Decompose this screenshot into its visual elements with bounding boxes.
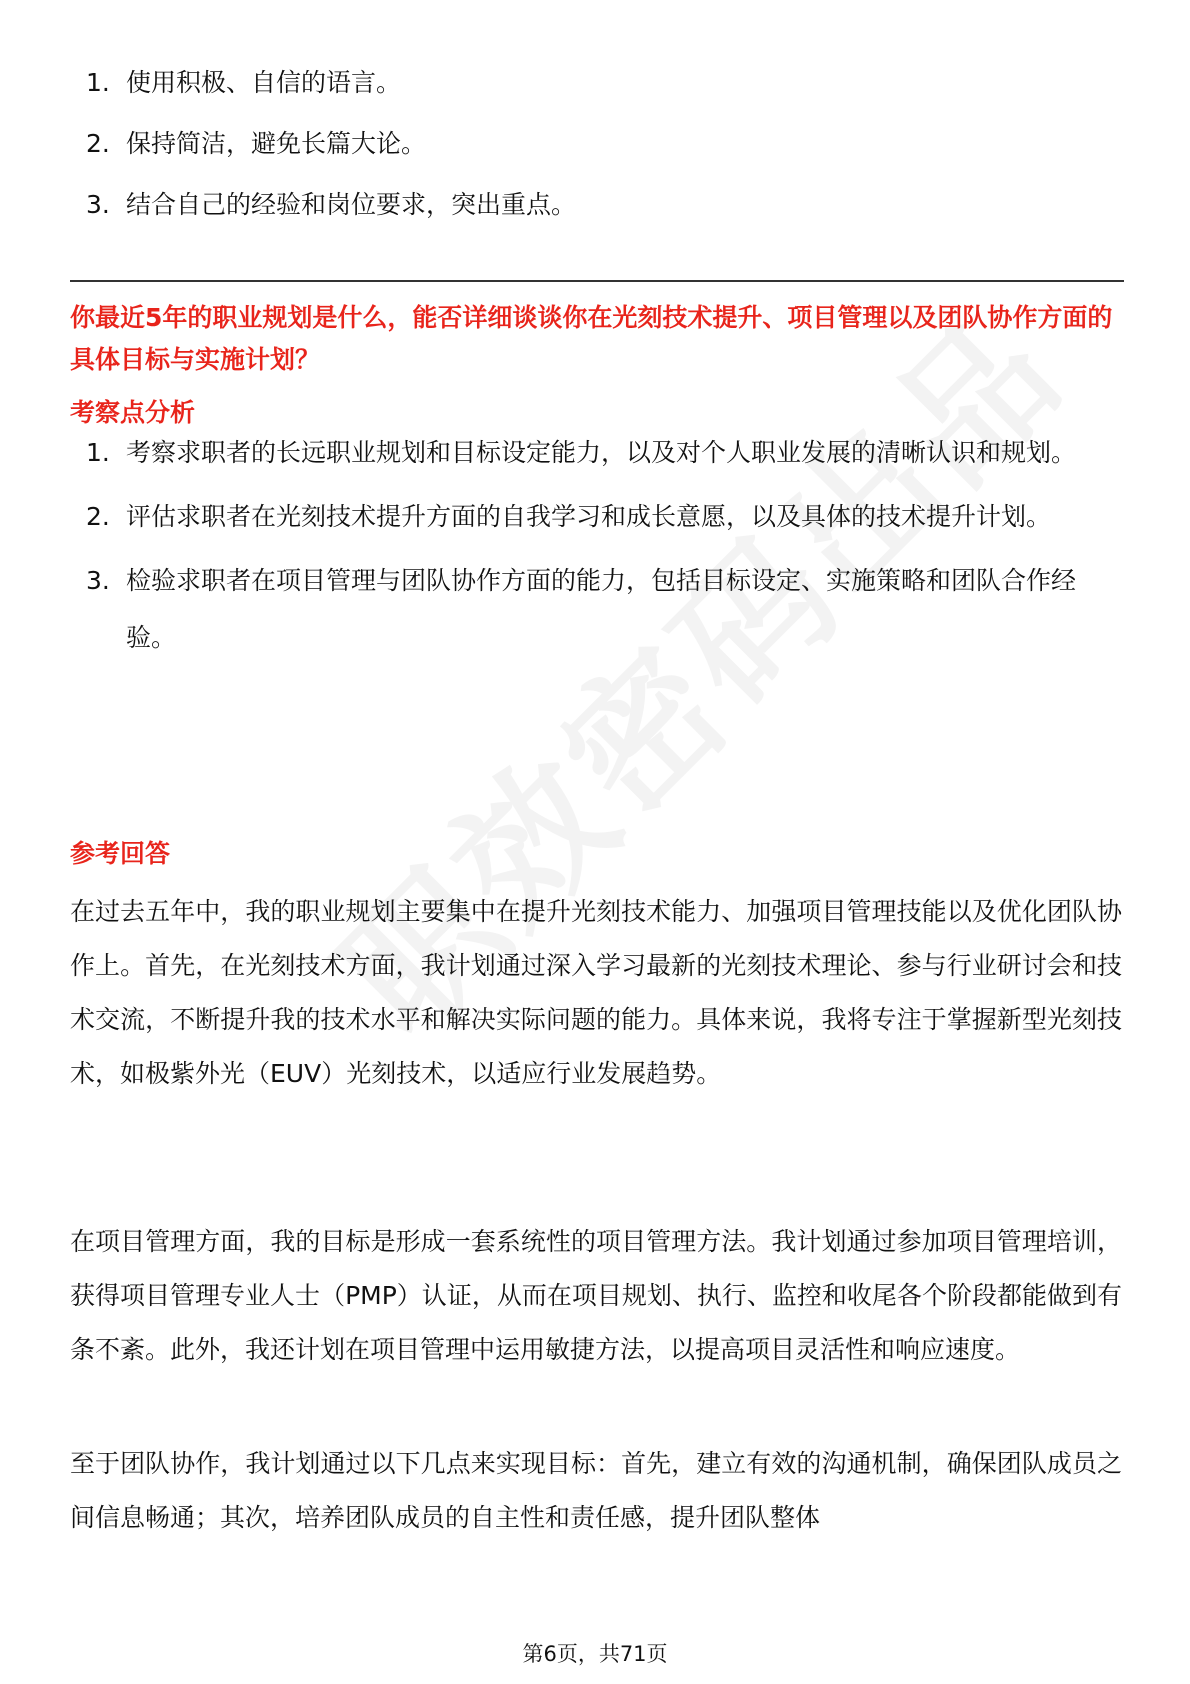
- list-text: 保持简洁，避免长篇大论。: [126, 129, 427, 158]
- list-number: 3.: [86, 190, 110, 219]
- list-number: 2.: [86, 502, 110, 531]
- list-number: 3.: [86, 566, 110, 595]
- list-text: 检验求职者在项目管理与团队协作方面的能力，包括目标设定、实施策略和团队合作经验。: [126, 566, 1077, 652]
- list-number: 2.: [86, 129, 110, 158]
- list-item: [70, 115, 1120, 172]
- list-text: 评估求职者在光刻技术提升方面的自我学习和成长意愿，以及具体的技术提升计划。: [126, 502, 1052, 531]
- page-footer: 第6页，共71页: [522, 1642, 668, 1666]
- tips-list: [70, 54, 1120, 237]
- list-item: [70, 552, 1120, 666]
- list-text: 使用积极、自信的语言。: [126, 68, 402, 97]
- list-text: 考察求职者的长远职业规划和目标设定能力，以及对个人职业发展的清晰认识和规划。: [126, 438, 1077, 467]
- list-item: [70, 424, 1120, 481]
- answer-paragraph: 在过去五年中，我的职业规划主要集中在提升光刻技术能力、加强项目管理技能以及优化团队协作上。首先，在光刻技术方面，我计划通过深入学习最新的光刻技术理论、参与行业研讨会和技术交流，不断提升我的技术水平和解决实际问题的能力。具体来说，我将专注于掌握新型光刻技术，如极紫外光（EUV）光刻技术，以适应行业发展趋势。: [70, 897, 1122, 1088]
- list-item: [70, 176, 1120, 233]
- list-number: 1.: [86, 68, 110, 97]
- list-number: 1.: [86, 438, 110, 467]
- interview-question: 你最近5年的职业规划是什么，能否详细谈谈你在光刻技术提升、项目管理以及团队协作方面的具体目标与实施计划？: [70, 303, 1113, 374]
- list-item: [70, 488, 1120, 545]
- list-item: [70, 54, 1120, 111]
- analysis-list: [70, 424, 1120, 673]
- answer-paragraph: 至于团队协作，我计划通过以下几点来实现目标：首先，建立有效的沟通机制，确保团队成员之间信息畅通；其次，培养团队成员的自主性和责任感，提升团队整体: [70, 1449, 1122, 1532]
- analysis-heading: 考察点分析: [70, 398, 196, 427]
- list-text: 结合自己的经验和岗位要求，突出重点。: [126, 190, 577, 219]
- answer-paragraph: 在项目管理方面，我的目标是形成一套系统性的项目管理方法。我计划通过参加项目管理培训，获得项目管理专业人士（PMP）认证，从而在项目规划、执行、监控和收尾各个阶段都能做到有条不紊。此外，我还计划在项目管理中运用敏捷方法，以提高项目灵活性和响应速度。: [70, 1227, 1122, 1364]
- section-divider: [70, 280, 1124, 282]
- answer-heading: 参考回答: [70, 839, 171, 868]
